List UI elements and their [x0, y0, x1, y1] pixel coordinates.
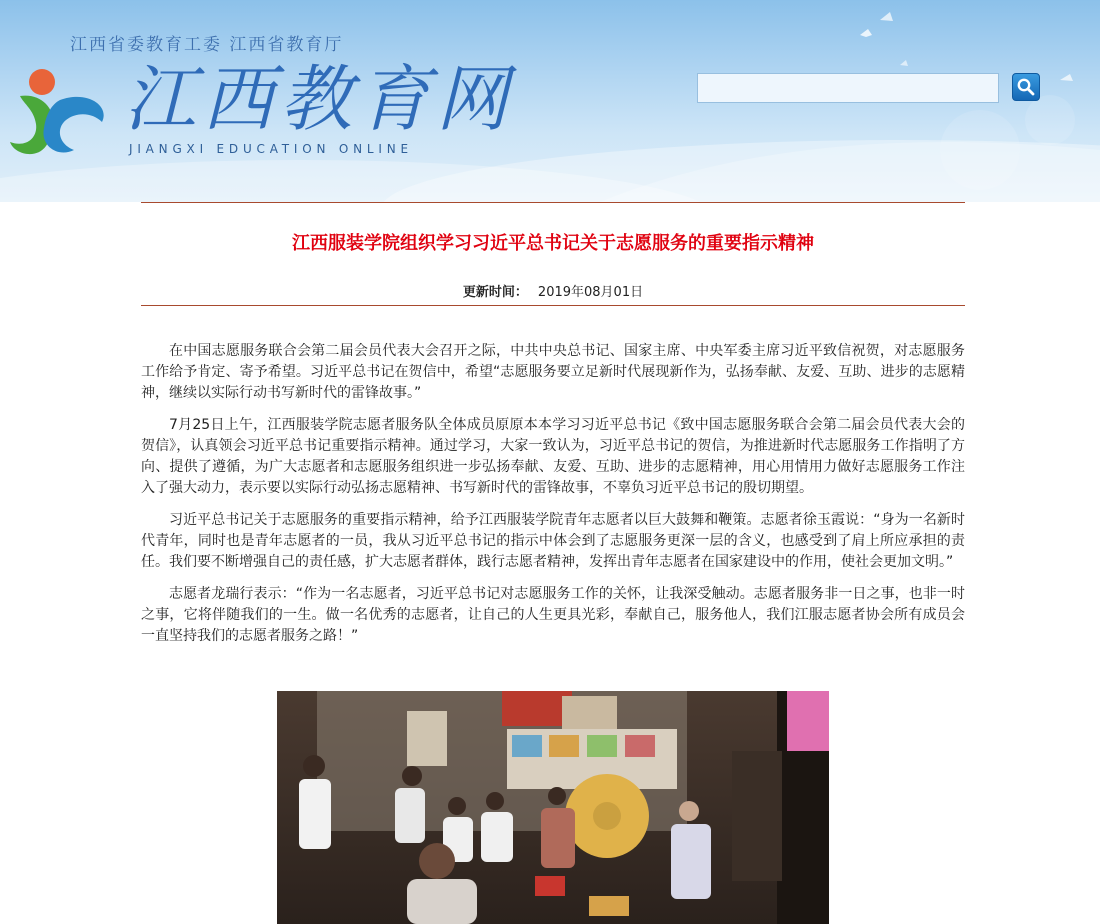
article-paragraph: 志愿者龙瑞行表示：“作为一名志愿者，习近平总书记对志愿服务工作的关怀，让我深受触动。志愿者服务非一日之事，也非一时之事，它将伴随我们的一生。做一名优秀的志愿者，让自己的人生更具光彩，奉献自己，服务他人，我们江服志愿者协会所有成员会一直坚持我们的志愿者服务之路！”: [141, 586, 965, 644]
article-title: 江西服装学院组织学习习近平总书记关于志愿服务的重要指示精神: [292, 233, 814, 254]
article-meta-divider: [141, 305, 965, 306]
article-meta: [141, 281, 965, 300]
article-top-divider: [141, 202, 965, 203]
search-icon: [1016, 77, 1036, 97]
article-photo: [277, 691, 829, 924]
search-button[interactable]: [1012, 73, 1040, 101]
article-paragraph: 习近平总书记关于志愿服务的重要指示精神，给予江西服装学院青年志愿者以巨大鼓舞和鞭策。志愿者徐玉霞说：“身为一名新时代青年，同时也是青年志愿者的一员，我从习近平总书记的指示中体会到了志愿服务更深一层的含义，也感受到了肩上所应承担的责任。我们要不断增强自己的责任感，扩大志愿者群体，践行志愿者精神，发挥出青年志愿者在国家建设中的作用，使社会更加文明。”: [141, 512, 965, 570]
organization-line: 江西省委教育工委 江西省教育厅: [70, 35, 344, 55]
article-photo-illustration: [277, 691, 829, 924]
site-logo-subtitle: JIANGXI EDUCATION ONLINE: [129, 142, 413, 156]
jx-logo-icon[interactable]: [2, 62, 112, 166]
article-paragraph: 7月25日上午，江西服装学院志愿者服务队全体成员原原本本学习习近平总书记《致中国志愿服务联合会第二届会员代表大会的贺信》，认真领会习近平总书记重要指示精神。通过学习，大家一致认为，习近平总书记的贺信，为推进新时代志愿服务工作指明了方向、提供了遵循，为广大志愿者和志愿服务组织进一步弘扬奉献、友爱、互助、进步的志愿精神，用心用情用力做好志愿服务工作注入了强大动力，表示要以实际行动弘扬志愿精神、书写新时代的雷锋故事，不辜负习近平总书记的殷切期望。: [141, 417, 965, 496]
site-logo-title[interactable]: 江西教育网: [124, 57, 515, 141]
update-time-value: 2019年08月01日: [537, 285, 644, 300]
site-header-banner: [0, 0, 1100, 202]
article-body: [141, 341, 965, 658]
search-input[interactable]: [697, 73, 999, 103]
update-time-label: 更新时间：: [462, 285, 528, 300]
article-paragraph: 在中国志愿服务联合会第二届会员代表大会召开之际，中共中央总书记、国家主席、中央军委主席习近平致信祝贺，对志愿服务工作给予肯定、寄予希望。习近平总书记在贺信中，希望“志愿服务要立足新时代展现新作为，弘扬奉献、友爱、互助、进步的志愿精神，继续以实际行动书写新时代的雷锋故事。”: [141, 343, 965, 401]
